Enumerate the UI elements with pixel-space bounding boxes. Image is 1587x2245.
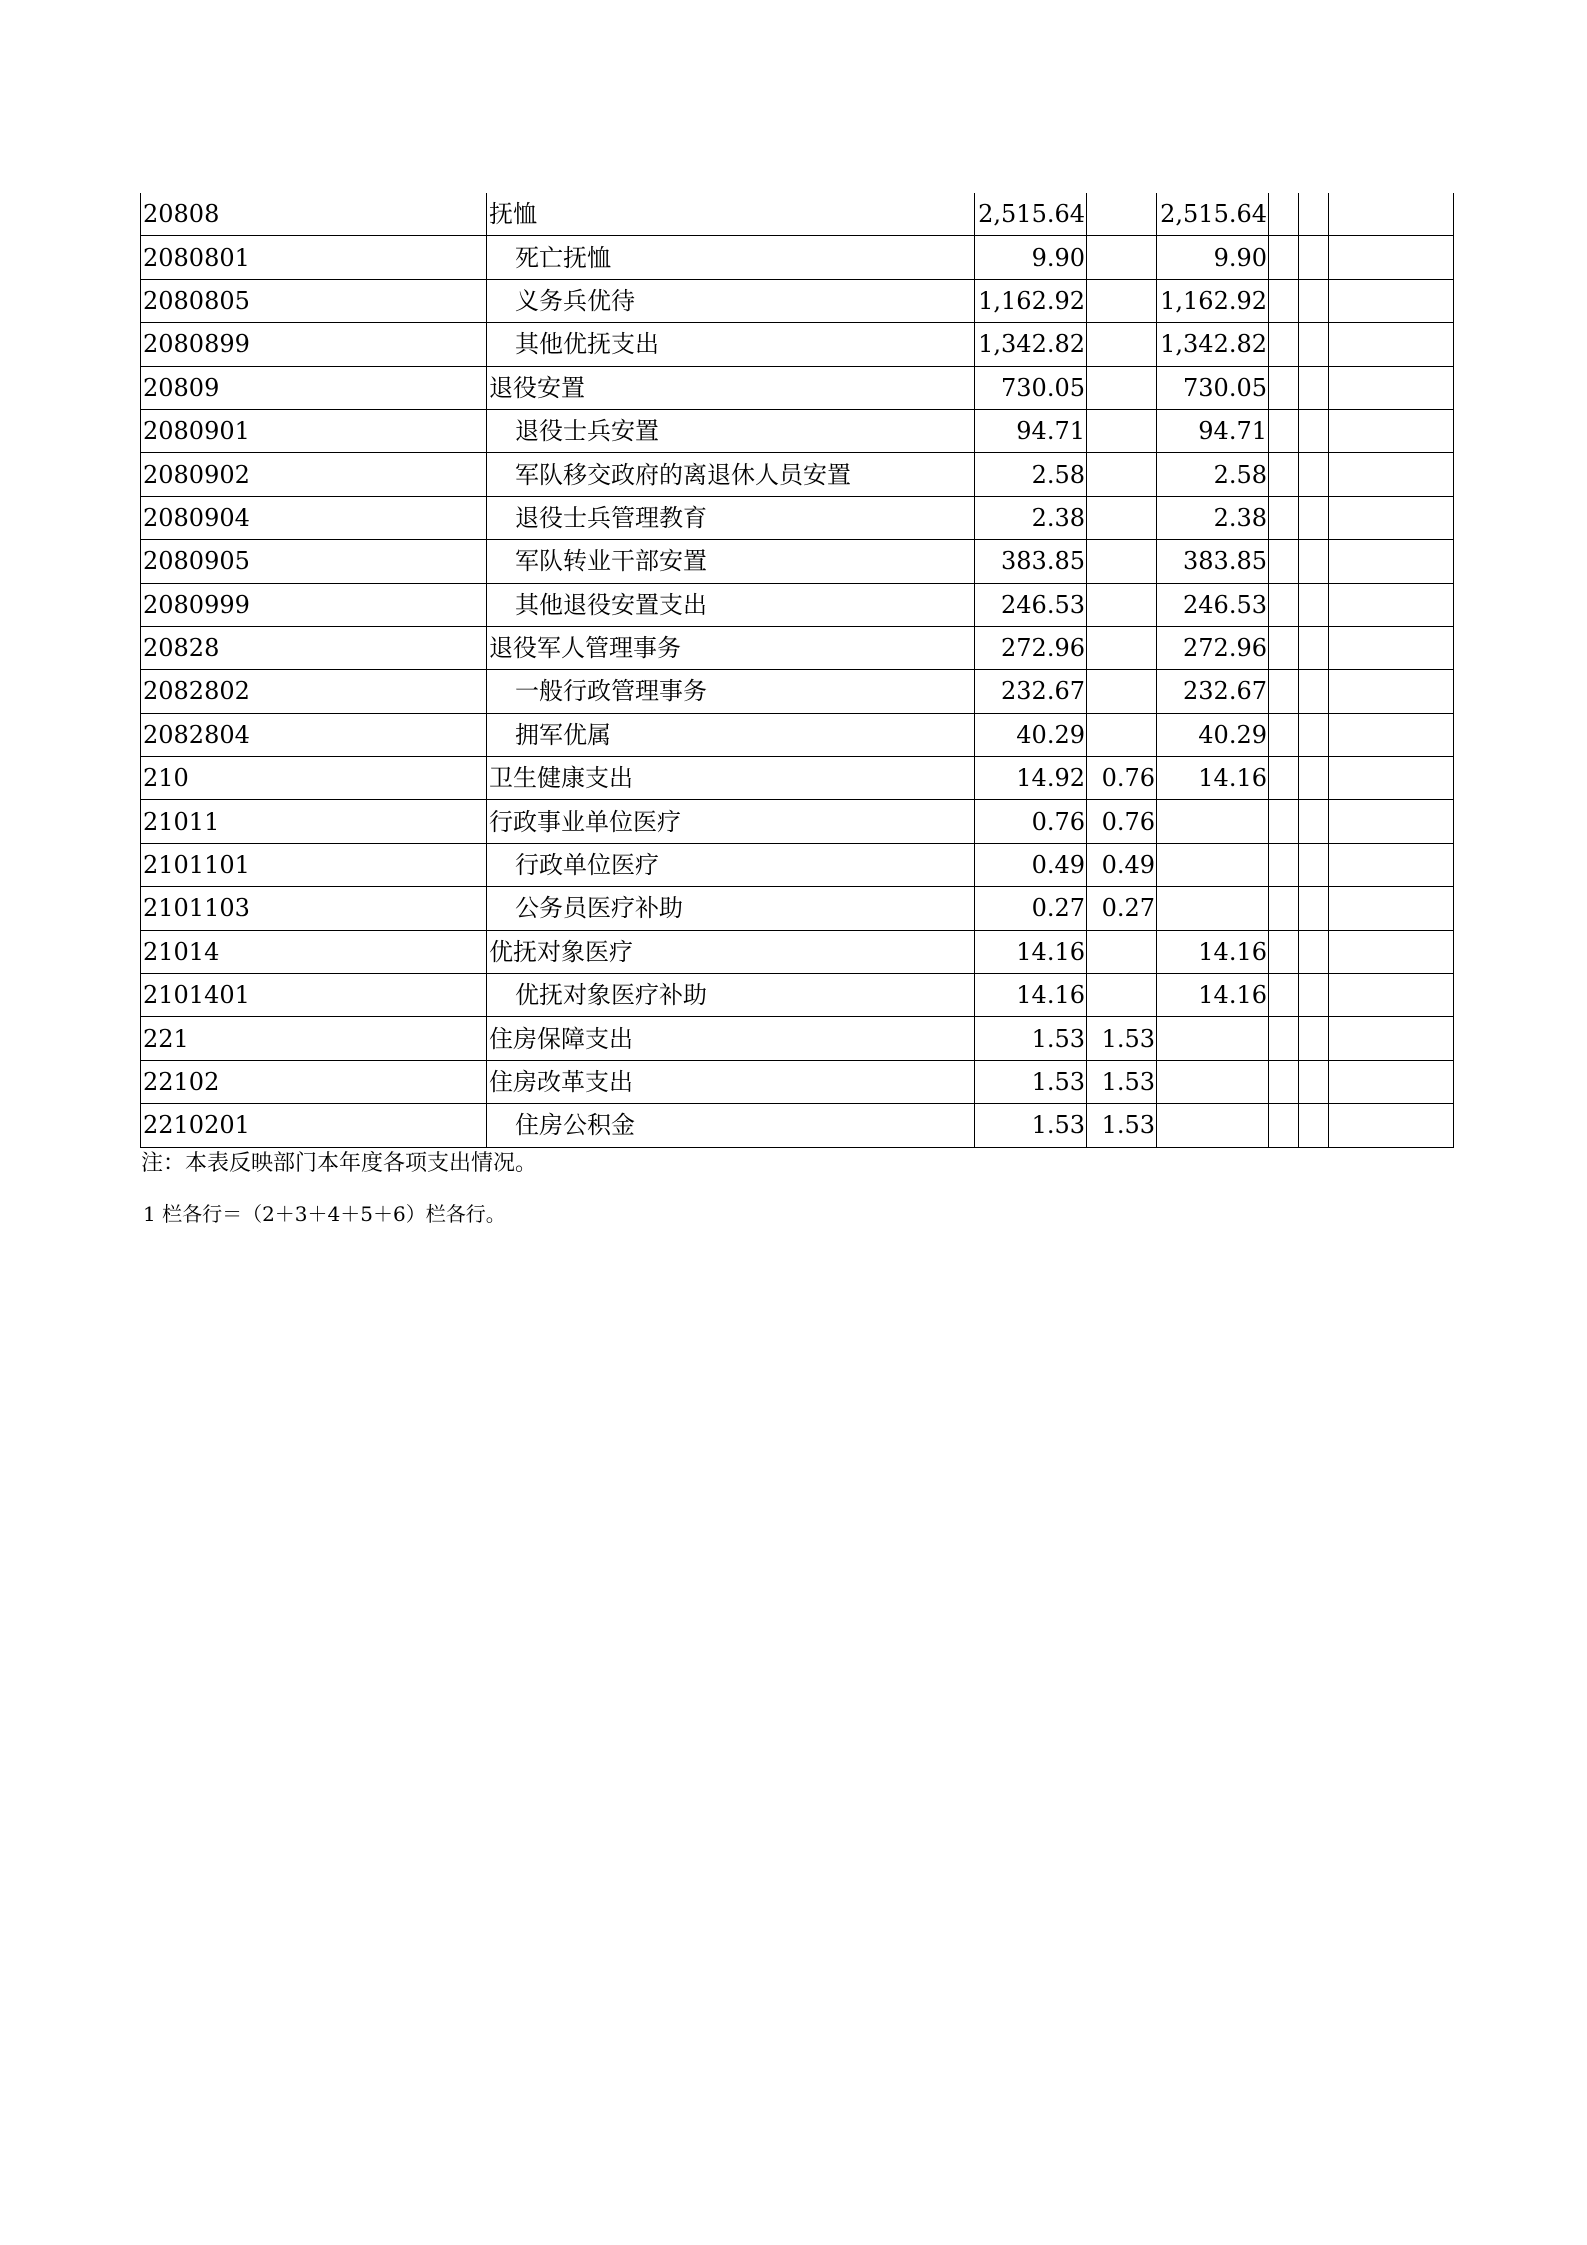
column-4-cell bbox=[1269, 279, 1299, 322]
column-4-cell bbox=[1269, 843, 1299, 886]
subject-name-cell: 退役军人管理事务 bbox=[487, 626, 975, 669]
column-6-cell bbox=[1329, 843, 1454, 886]
column-5-cell bbox=[1299, 583, 1329, 626]
column-5-cell bbox=[1299, 670, 1329, 713]
total-cell: 9.90 bbox=[975, 236, 1087, 279]
column-5-cell bbox=[1299, 1104, 1329, 1147]
basic-expenditure-cell: 1.53 bbox=[1087, 1060, 1157, 1103]
subject-code-cell: 2101401 bbox=[141, 974, 487, 1017]
column-4-cell bbox=[1269, 974, 1299, 1017]
basic-expenditure-cell bbox=[1087, 323, 1157, 366]
basic-expenditure-cell bbox=[1087, 366, 1157, 409]
subject-code-cell: 2082804 bbox=[141, 713, 487, 756]
total-cell: 272.96 bbox=[975, 626, 1087, 669]
column-5-cell bbox=[1299, 323, 1329, 366]
subject-name-cell: 住房公积金 bbox=[487, 1104, 975, 1147]
subject-name-cell: 行政单位医疗 bbox=[487, 843, 975, 886]
total-cell: 1.53 bbox=[975, 1017, 1087, 1060]
table-row bbox=[141, 974, 1454, 1017]
basic-expenditure-cell: 0.76 bbox=[1087, 757, 1157, 800]
table-row bbox=[141, 366, 1454, 409]
column-6-cell bbox=[1329, 713, 1454, 756]
column-6-cell bbox=[1329, 496, 1454, 539]
column-4-cell bbox=[1269, 713, 1299, 756]
basic-expenditure-cell: 0.27 bbox=[1087, 887, 1157, 930]
project-expenditure-cell: 2,515.64 bbox=[1157, 193, 1269, 236]
column-4-cell bbox=[1269, 757, 1299, 800]
column-5-cell bbox=[1299, 930, 1329, 973]
subject-code-cell: 2080899 bbox=[141, 323, 487, 366]
column-6-cell bbox=[1329, 757, 1454, 800]
column-6-cell bbox=[1329, 1104, 1454, 1147]
table-row bbox=[141, 583, 1454, 626]
total-cell: 1.53 bbox=[975, 1104, 1087, 1147]
project-expenditure-cell: 246.53 bbox=[1157, 583, 1269, 626]
project-expenditure-cell: 1,342.82 bbox=[1157, 323, 1269, 366]
project-expenditure-cell: 383.85 bbox=[1157, 540, 1269, 583]
table-row bbox=[141, 279, 1454, 322]
column-5-cell bbox=[1299, 453, 1329, 496]
column-6-cell bbox=[1329, 887, 1454, 930]
subject-name-cell: 其他退役安置支出 bbox=[487, 583, 975, 626]
project-expenditure-cell bbox=[1157, 887, 1269, 930]
column-5-cell bbox=[1299, 496, 1329, 539]
column-4-cell bbox=[1269, 1060, 1299, 1103]
subject-name-cell: 住房改革支出 bbox=[487, 1060, 975, 1103]
basic-expenditure-cell: 1.53 bbox=[1087, 1104, 1157, 1147]
column-4-cell bbox=[1269, 930, 1299, 973]
column-6-cell bbox=[1329, 1017, 1454, 1060]
column-5-cell bbox=[1299, 800, 1329, 843]
column-5-cell bbox=[1299, 279, 1329, 322]
subject-code-cell: 21011 bbox=[141, 800, 487, 843]
subject-code-cell: 2080805 bbox=[141, 279, 487, 322]
subject-code-cell: 221 bbox=[141, 1017, 487, 1060]
project-expenditure-cell: 272.96 bbox=[1157, 626, 1269, 669]
total-cell: 40.29 bbox=[975, 713, 1087, 756]
project-expenditure-cell bbox=[1157, 843, 1269, 886]
basic-expenditure-cell: 0.49 bbox=[1087, 843, 1157, 886]
subject-name-cell: 公务员医疗补助 bbox=[487, 887, 975, 930]
total-cell: 232.67 bbox=[975, 670, 1087, 713]
project-expenditure-cell bbox=[1157, 1060, 1269, 1103]
column-5-cell bbox=[1299, 626, 1329, 669]
column-6-cell bbox=[1329, 323, 1454, 366]
column-6-cell bbox=[1329, 540, 1454, 583]
project-expenditure-cell: 9.90 bbox=[1157, 236, 1269, 279]
column-4-cell bbox=[1269, 1017, 1299, 1060]
total-cell: 2,515.64 bbox=[975, 193, 1087, 236]
table-row bbox=[141, 1104, 1454, 1147]
total-cell: 730.05 bbox=[975, 366, 1087, 409]
column-4-cell bbox=[1269, 540, 1299, 583]
total-cell: 2.38 bbox=[975, 496, 1087, 539]
table-row bbox=[141, 800, 1454, 843]
column-4-cell bbox=[1269, 193, 1299, 236]
subject-code-cell: 2080999 bbox=[141, 583, 487, 626]
basic-expenditure-cell bbox=[1087, 496, 1157, 539]
subject-name-cell: 军队转业干部安置 bbox=[487, 540, 975, 583]
basic-expenditure-cell bbox=[1087, 626, 1157, 669]
table-row bbox=[141, 496, 1454, 539]
column-6-cell bbox=[1329, 1060, 1454, 1103]
subject-name-cell: 拥军优属 bbox=[487, 713, 975, 756]
subject-code-cell: 2080901 bbox=[141, 409, 487, 452]
basic-expenditure-cell: 1.53 bbox=[1087, 1017, 1157, 1060]
expenditure-table bbox=[140, 193, 1454, 1148]
basic-expenditure-cell bbox=[1087, 670, 1157, 713]
table-row bbox=[141, 757, 1454, 800]
total-cell: 94.71 bbox=[975, 409, 1087, 452]
subject-code-cell: 20828 bbox=[141, 626, 487, 669]
table-row bbox=[141, 1017, 1454, 1060]
project-expenditure-cell bbox=[1157, 1017, 1269, 1060]
subject-code-cell: 20809 bbox=[141, 366, 487, 409]
subject-name-cell: 行政事业单位医疗 bbox=[487, 800, 975, 843]
column-4-cell bbox=[1269, 366, 1299, 409]
column-6-cell bbox=[1329, 930, 1454, 973]
project-expenditure-cell: 14.16 bbox=[1157, 930, 1269, 973]
subject-code-cell: 210 bbox=[141, 757, 487, 800]
table-row bbox=[141, 713, 1454, 756]
total-cell: 1,342.82 bbox=[975, 323, 1087, 366]
subject-code-cell: 2080905 bbox=[141, 540, 487, 583]
table-row bbox=[141, 670, 1454, 713]
project-expenditure-cell bbox=[1157, 800, 1269, 843]
total-cell: 0.27 bbox=[975, 887, 1087, 930]
subject-code-cell: 2080904 bbox=[141, 496, 487, 539]
column-6-cell bbox=[1329, 236, 1454, 279]
column-5-cell bbox=[1299, 887, 1329, 930]
basic-expenditure-cell bbox=[1087, 236, 1157, 279]
table-row bbox=[141, 323, 1454, 366]
subject-name-cell: 退役安置 bbox=[487, 366, 975, 409]
subject-name-cell: 住房保障支出 bbox=[487, 1017, 975, 1060]
column-4-cell bbox=[1269, 453, 1299, 496]
column-4-cell bbox=[1269, 626, 1299, 669]
basic-expenditure-cell: 0.76 bbox=[1087, 800, 1157, 843]
basic-expenditure-cell bbox=[1087, 409, 1157, 452]
basic-expenditure-cell bbox=[1087, 193, 1157, 236]
subject-code-cell: 2210201 bbox=[141, 1104, 487, 1147]
column-6-cell bbox=[1329, 453, 1454, 496]
table-row bbox=[141, 236, 1454, 279]
table-row bbox=[141, 626, 1454, 669]
column-4-cell bbox=[1269, 887, 1299, 930]
table-row bbox=[141, 540, 1454, 583]
column-6-cell bbox=[1329, 974, 1454, 1017]
total-cell: 383.85 bbox=[975, 540, 1087, 583]
table-body bbox=[141, 193, 1454, 1147]
column-5-cell bbox=[1299, 1017, 1329, 1060]
column-6-cell bbox=[1329, 670, 1454, 713]
project-expenditure-cell: 14.16 bbox=[1157, 974, 1269, 1017]
basic-expenditure-cell bbox=[1087, 540, 1157, 583]
column-4-cell bbox=[1269, 409, 1299, 452]
column-5-cell bbox=[1299, 757, 1329, 800]
column-6-cell bbox=[1329, 583, 1454, 626]
column-5-cell bbox=[1299, 713, 1329, 756]
subject-code-cell: 2082802 bbox=[141, 670, 487, 713]
subject-code-cell: 20808 bbox=[141, 193, 487, 236]
table-note: 注：本表反映部门本年度各项支出情况。 bbox=[141, 1151, 538, 1176]
subject-code-cell: 2101103 bbox=[141, 887, 487, 930]
table-row bbox=[141, 453, 1454, 496]
subject-name-cell: 一般行政管理事务 bbox=[487, 670, 975, 713]
total-cell: 14.16 bbox=[975, 930, 1087, 973]
subject-name-cell: 抚恤 bbox=[487, 193, 975, 236]
project-expenditure-cell bbox=[1157, 1104, 1269, 1147]
subject-name-cell: 优抚对象医疗补助 bbox=[487, 974, 975, 1017]
subject-code-cell: 2080902 bbox=[141, 453, 487, 496]
project-expenditure-cell: 14.16 bbox=[1157, 757, 1269, 800]
subject-name-cell: 义务兵优待 bbox=[487, 279, 975, 322]
subject-name-cell: 其他优抚支出 bbox=[487, 323, 975, 366]
project-expenditure-cell: 232.67 bbox=[1157, 670, 1269, 713]
column-6-cell bbox=[1329, 626, 1454, 669]
column-6-cell bbox=[1329, 193, 1454, 236]
column-6-cell bbox=[1329, 409, 1454, 452]
basic-expenditure-cell bbox=[1087, 713, 1157, 756]
column-4-cell bbox=[1269, 1104, 1299, 1147]
total-cell: 14.16 bbox=[975, 974, 1087, 1017]
column-5-cell bbox=[1299, 843, 1329, 886]
column-4-cell bbox=[1269, 496, 1299, 539]
subject-name-cell: 卫生健康支出 bbox=[487, 757, 975, 800]
subject-name-cell: 退役士兵管理教育 bbox=[487, 496, 975, 539]
subject-code-cell: 21014 bbox=[141, 930, 487, 973]
table-row bbox=[141, 193, 1454, 236]
column-4-cell bbox=[1269, 670, 1299, 713]
column-5-cell bbox=[1299, 1060, 1329, 1103]
column-6-cell bbox=[1329, 366, 1454, 409]
table-row bbox=[141, 409, 1454, 452]
subject-name-cell: 退役士兵安置 bbox=[487, 409, 975, 452]
column-formula-note: 1 栏各行＝（2＋3＋4＋5＋6）栏各行。 bbox=[143, 1202, 506, 1226]
column-6-cell bbox=[1329, 800, 1454, 843]
project-expenditure-cell: 94.71 bbox=[1157, 409, 1269, 452]
column-4-cell bbox=[1269, 800, 1299, 843]
table-row bbox=[141, 930, 1454, 973]
table-row bbox=[141, 887, 1454, 930]
subject-code-cell: 22102 bbox=[141, 1060, 487, 1103]
basic-expenditure-cell bbox=[1087, 974, 1157, 1017]
column-4-cell bbox=[1269, 323, 1299, 366]
subject-name-cell: 军队移交政府的离退休人员安置 bbox=[487, 453, 975, 496]
total-cell: 2.58 bbox=[975, 453, 1087, 496]
column-5-cell bbox=[1299, 540, 1329, 583]
column-6-cell bbox=[1329, 279, 1454, 322]
basic-expenditure-cell bbox=[1087, 279, 1157, 322]
subject-name-cell: 死亡抚恤 bbox=[487, 236, 975, 279]
column-4-cell bbox=[1269, 583, 1299, 626]
subject-name-cell: 优抚对象医疗 bbox=[487, 930, 975, 973]
column-5-cell bbox=[1299, 409, 1329, 452]
total-cell: 1.53 bbox=[975, 1060, 1087, 1103]
table-row bbox=[141, 1060, 1454, 1103]
project-expenditure-cell: 2.58 bbox=[1157, 453, 1269, 496]
subject-code-cell: 2101101 bbox=[141, 843, 487, 886]
column-5-cell bbox=[1299, 236, 1329, 279]
subject-code-cell: 2080801 bbox=[141, 236, 487, 279]
basic-expenditure-cell bbox=[1087, 453, 1157, 496]
total-cell: 14.92 bbox=[975, 757, 1087, 800]
column-5-cell bbox=[1299, 193, 1329, 236]
basic-expenditure-cell bbox=[1087, 930, 1157, 973]
total-cell: 0.76 bbox=[975, 800, 1087, 843]
column-5-cell bbox=[1299, 974, 1329, 1017]
table-row bbox=[141, 843, 1454, 886]
total-cell: 0.49 bbox=[975, 843, 1087, 886]
basic-expenditure-cell bbox=[1087, 583, 1157, 626]
column-5-cell bbox=[1299, 366, 1329, 409]
project-expenditure-cell: 1,162.92 bbox=[1157, 279, 1269, 322]
column-4-cell bbox=[1269, 236, 1299, 279]
project-expenditure-cell: 40.29 bbox=[1157, 713, 1269, 756]
total-cell: 246.53 bbox=[975, 583, 1087, 626]
total-cell: 1,162.92 bbox=[975, 279, 1087, 322]
project-expenditure-cell: 730.05 bbox=[1157, 366, 1269, 409]
project-expenditure-cell: 2.38 bbox=[1157, 496, 1269, 539]
